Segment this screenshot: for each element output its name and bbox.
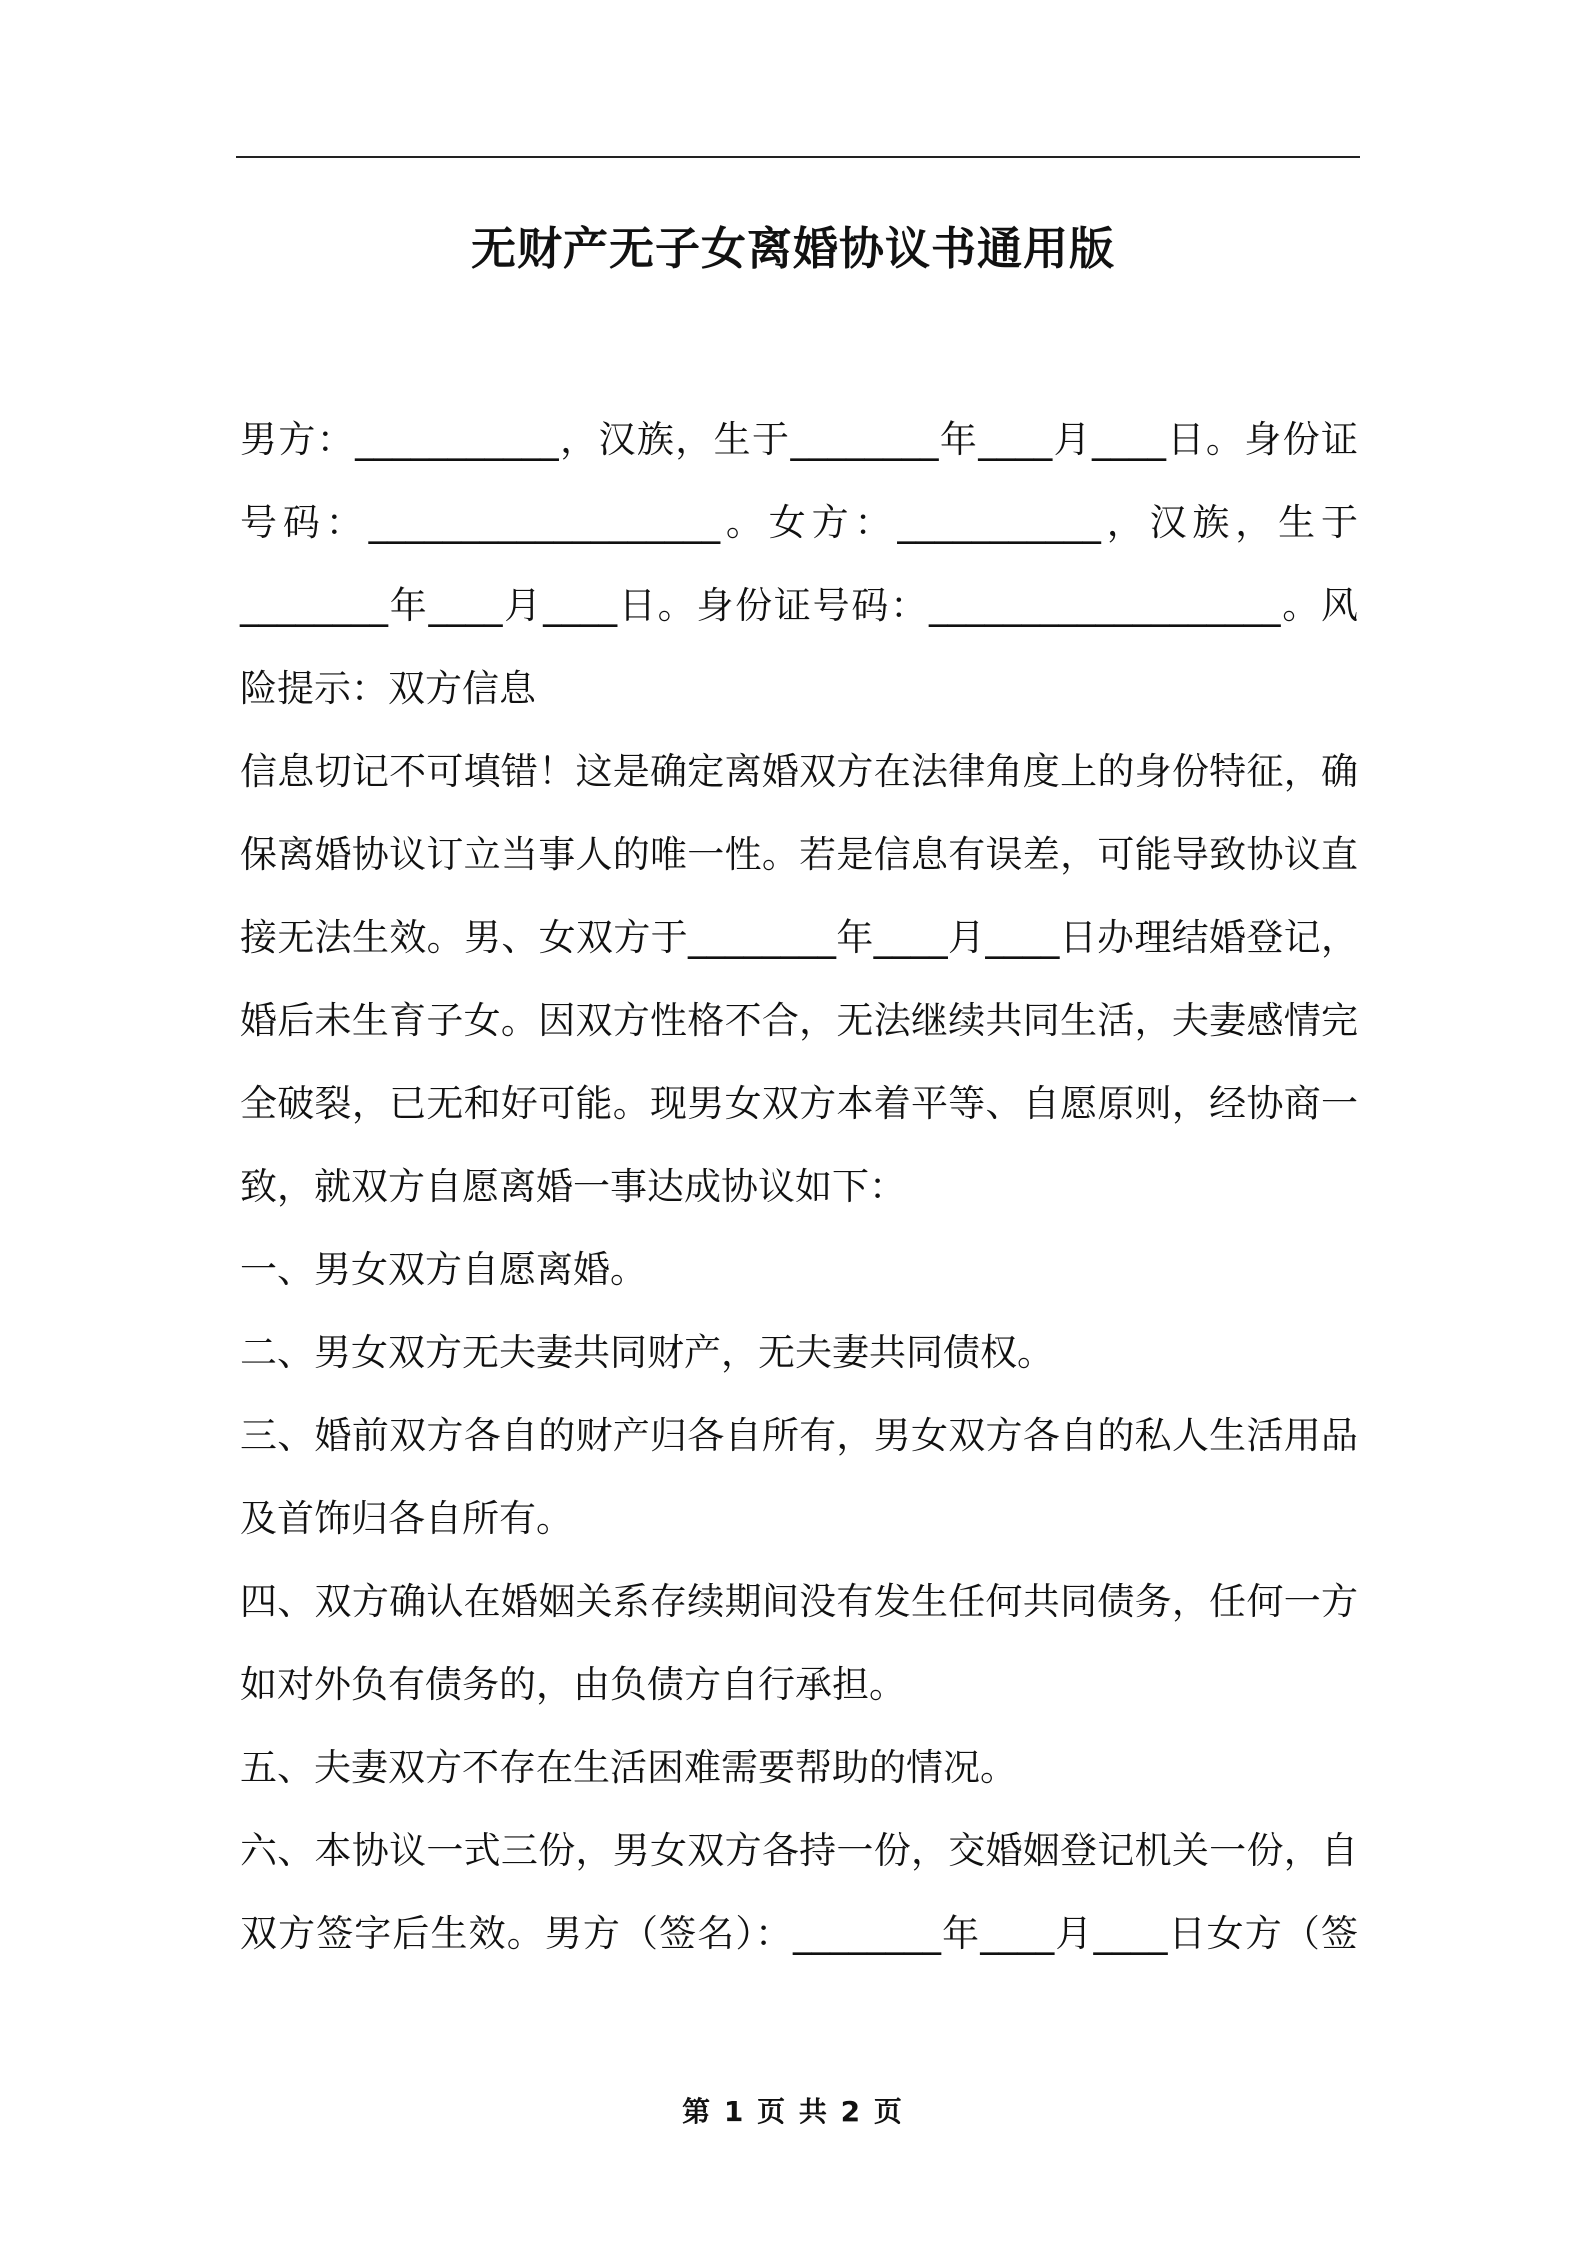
document-title: 无财产无子女离婚协议书通用版 — [470, 222, 1115, 275]
header-rule — [236, 156, 1360, 158]
clause-4: 四、双方确认在婚姻关系存续期间没有发生任何共同债务，任何一方如对外负有债务的，由负债方自行承担。 — [240, 1580, 1358, 1706]
paragraph-risk-and-recitals: 信息切记不可填错！这是确定离婚双方在法律角度上的身份特征，确保离婚协议订立当事人的唯一性。若是信息有误差，可能导致协议直接无法生效。男、女双方于________年____月____日办理结婚登记，婚后未生育子女。因双方性格不合，无法继续共同生活，夫妻感情完全破裂，已无和好可能。现男女双方本着平等、自愿原则，经协商一致，就双方自愿离婚一事达成协议如下： — [240, 750, 1358, 1208]
clause-1: 一、男女双方自愿离婚。 — [240, 1248, 647, 1291]
clause-5: 五、夫妻双方不存在生活困难需要帮助的情况。 — [240, 1746, 1017, 1789]
clause-3: 三、婚前双方各自的财产归各自所有，男女双方各自的私人生活用品及首饰归各自所有。 — [240, 1414, 1358, 1540]
clause-2: 二、男女双方无夫妻共同财产，无夫妻共同债权。 — [240, 1331, 1054, 1374]
paragraph-party-info: 男方：___________，汉族，生于________年____月____日。身份证号码：___________________。女方：___________，汉族，生于________年____月____日。身份证号码：___________________。风险提示：双方信息 — [240, 418, 1358, 710]
clause-6: 六、本协议一式三份，男女双方各持一份，交婚姻登记机关一份，自双方签字后生效。男方（签名）：________年____月____日女方（签 — [240, 1829, 1358, 1955]
page-number: 第 1 页 共 2 页 — [682, 2095, 904, 2128]
document-body — [240, 398, 1358, 1975]
